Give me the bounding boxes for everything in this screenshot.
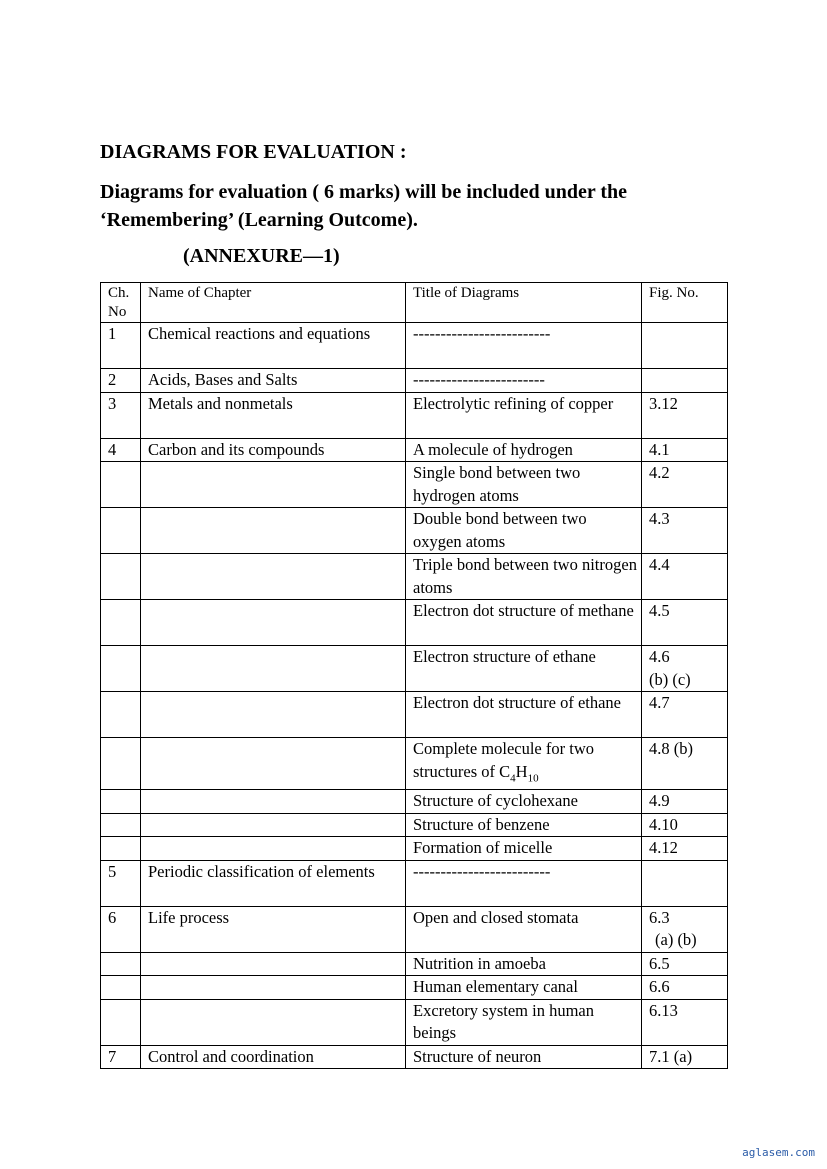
cell-diagram: Electron structure of ethane (406, 646, 642, 692)
cell-ch-no: 3 (101, 392, 141, 438)
cell-fig: 4.4 (642, 554, 728, 600)
cell-diagram: Formation of micelle (406, 837, 642, 861)
cell-chapter: Metals and nonmetals (141, 392, 406, 438)
table-row (101, 999, 728, 1045)
watermark-link[interactable]: aglasem.com (742, 1146, 815, 1159)
cell-diagram: Structure of neuron (406, 1045, 642, 1069)
table-row (101, 462, 728, 508)
cell-fig: 4.7 (642, 692, 728, 738)
cell-chapter (141, 976, 406, 1000)
cell-chapter (141, 952, 406, 976)
cell-diagram: Electron dot structure of methane (406, 600, 642, 646)
cell-fig: 4.8 (b) (642, 738, 728, 790)
cell-diagram: ------------------------ (406, 369, 642, 393)
cell-diagram: Nutrition in amoeba (406, 952, 642, 976)
table-row (101, 554, 728, 600)
cell-ch-no (101, 738, 141, 790)
table-row (101, 906, 728, 952)
table-row (101, 790, 728, 814)
cell-chapter (141, 790, 406, 814)
cell-ch-no (101, 790, 141, 814)
cell-diagram: ------------------------- (406, 323, 642, 369)
table-row (101, 837, 728, 861)
cell-ch-no (101, 976, 141, 1000)
cell-fig: 6.6 (642, 976, 728, 1000)
cell-chapter: Control and coordination (141, 1045, 406, 1069)
table-row (101, 860, 728, 906)
cell-chapter (141, 999, 406, 1045)
cell-chapter (141, 462, 406, 508)
intro-line-1: Diagrams for evaluation ( 6 marks) will be included under the (100, 181, 628, 203)
table-row (101, 392, 728, 438)
cell-diagram: Complete molecule for two structures of $C_4H_{10}$ (406, 738, 642, 790)
table-row (101, 600, 728, 646)
page-heading: DIAGRAMS FOR EVALUATION : (100, 141, 407, 163)
cell-fig: 6.13 (642, 999, 728, 1045)
header-fig-no: Fig. No. (642, 283, 728, 323)
cell-ch-no (101, 813, 141, 837)
cell-ch-no: 7 (101, 1045, 141, 1069)
cell-diagram: ------------------------- (406, 860, 642, 906)
cell-ch-no (101, 837, 141, 861)
cell-ch-no (101, 952, 141, 976)
cell-diagram: Structure of cyclohexane (406, 790, 642, 814)
cell-chapter: Periodic classification of elements (141, 860, 406, 906)
cell-diagram: Excretory system in human beings (406, 999, 642, 1045)
header-diagram-title: Title of Diagrams (406, 283, 642, 323)
cell-chapter: Life process (141, 906, 406, 952)
cell-fig: 4.2 (642, 462, 728, 508)
cell-chapter (141, 554, 406, 600)
cell-ch-no (101, 554, 141, 600)
cell-fig (642, 369, 728, 393)
annexure-label: (ANNEXURE—1) (183, 245, 340, 267)
cell-fig: 4.9 (642, 790, 728, 814)
cell-diagram: Electrolytic refining of copper (406, 392, 642, 438)
cell-diagram: Human elementary canal (406, 976, 642, 1000)
cell-chapter: Acids, Bases and Salts (141, 369, 406, 393)
cell-ch-no: 4 (101, 438, 141, 462)
cell-chapter (141, 692, 406, 738)
cell-fig: 3.12 (642, 392, 728, 438)
cell-diagram: Open and closed stomata (406, 906, 642, 952)
cell-chapter: Chemical reactions and equations (141, 323, 406, 369)
cell-fig (642, 860, 728, 906)
cell-ch-no (101, 462, 141, 508)
table-row (101, 976, 728, 1000)
cell-diagram: Structure of benzene (406, 813, 642, 837)
table-row (101, 438, 728, 462)
table-row (101, 692, 728, 738)
header-ch-no: Ch. No (101, 283, 141, 323)
cell-ch-no (101, 508, 141, 554)
cell-diagram: Single bond between two hydrogen atoms (406, 462, 642, 508)
cell-ch-no: 6 (101, 906, 141, 952)
table-row (101, 646, 728, 692)
cell-chapter (141, 508, 406, 554)
table-row (101, 952, 728, 976)
cell-chapter (141, 646, 406, 692)
cell-chapter (141, 813, 406, 837)
cell-ch-no (101, 692, 141, 738)
cell-fig: 7.1 (a) (642, 1045, 728, 1069)
table-row (101, 1045, 728, 1069)
cell-fig: 4.5 (642, 600, 728, 646)
intro-paragraph (100, 178, 740, 234)
table-row (101, 813, 728, 837)
table-header-row (101, 283, 728, 323)
cell-fig: 6.3 (a) (b) (642, 906, 728, 952)
cell-chapter (141, 738, 406, 790)
cell-fig: 4.1 (642, 438, 728, 462)
cell-fig: 4.6 (b) (c) (642, 646, 728, 692)
cell-fig: 4.3 (642, 508, 728, 554)
cell-fig: 6.5 (642, 952, 728, 976)
table-row (101, 369, 728, 393)
cell-ch-no: 5 (101, 860, 141, 906)
cell-fig: 4.12 (642, 837, 728, 861)
cell-diagram: Double bond between two oxygen atoms (406, 508, 642, 554)
cell-diagram: A molecule of hydrogen (406, 438, 642, 462)
header-chapter: Name of Chapter (141, 283, 406, 323)
table-row (101, 323, 728, 369)
intro-line-2: ‘Remembering’ (Learning Outcome). (100, 209, 418, 231)
cell-diagram: Triple bond between two nitrogen atoms (406, 554, 642, 600)
diagrams-table (100, 282, 728, 1069)
cell-ch-no (101, 999, 141, 1045)
cell-ch-no (101, 600, 141, 646)
table-row (101, 738, 728, 790)
cell-fig: 4.10 (642, 813, 728, 837)
cell-chapter (141, 837, 406, 861)
cell-diagram: Electron dot structure of ethane (406, 692, 642, 738)
cell-chapter (141, 600, 406, 646)
cell-ch-no (101, 646, 141, 692)
table-row (101, 508, 728, 554)
cell-ch-no: 1 (101, 323, 141, 369)
cell-ch-no: 2 (101, 369, 141, 393)
cell-chapter: Carbon and its compounds (141, 438, 406, 462)
cell-fig (642, 323, 728, 369)
